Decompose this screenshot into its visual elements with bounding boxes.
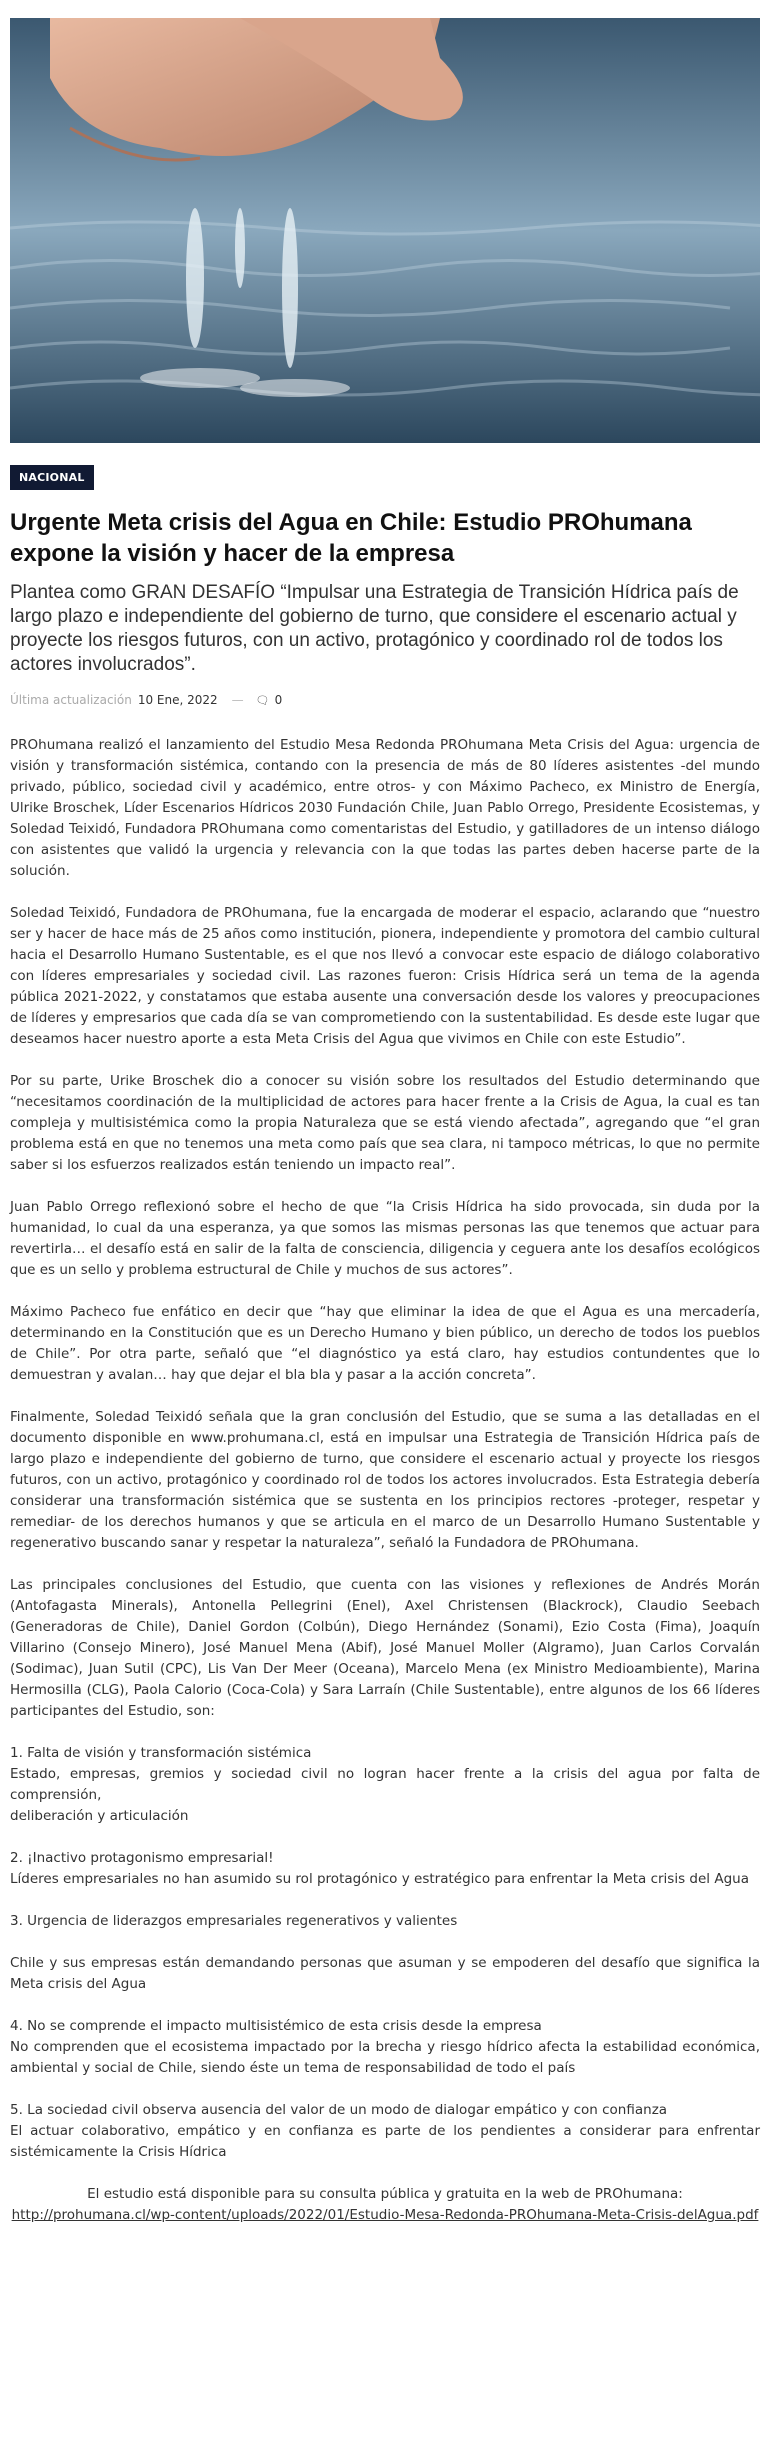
closing-link-wrap [10, 2205, 760, 2226]
comment-count[interactable]: 0 [274, 693, 283, 707]
comment-icon[interactable]: 🗨 [255, 693, 270, 707]
conclusion-1 [10, 1743, 760, 1827]
conclusion-text: Líderes empresariales no han asumido su rol protagónico y estratégico para enfrentar la Meta crisis del Agua [10, 1871, 749, 1887]
article-title: Urgente Meta crisis del Agua en Chile: Estudio PROhumana expone la visión y hacer de la empresa [10, 509, 692, 567]
article-subtitle: Plantea como GRAN DESAFÍO “Impulsar una Estrategia de Transición Hídrica país de largo plazo e independiente del gobierno de turno, que considere el escenario actual y proyecte los riesgos futuros, con un activo, protagónico y coordinado rol de todos los actores involucrados”. [10, 582, 739, 675]
paragraph: PROhumana realizó el lanzamiento del Estudio Mesa Redonda PROhumana Meta Crisis del Agua: urgencia de visión y transformación sistémica, contando con la presencia de más de 80 líderes asistentes -del mundo privado, público, sociedad civil y académico, entre otros- y con Máximo Pacheco, ex Ministro de Energía, Ulrike Broschek, Líder Escenarios Hídricos 2030 Fundación Chile, Juan Pablo Orrego, Presidente Ecosistemas, y Soledad Teixidó, Fundadora PROhumana como comentaristas del Estudio, y gatilladores de un intenso diálogo con asistentes que validó la urgencia y relevancia con la que todas las partes deben hacerse parte de la solución. [10, 737, 760, 879]
study-pdf-link[interactable]: http://prohumana.cl/wp-content/uploads/2022/01/Estudio-Mesa-Redonda-PROhumana-Meta-Crisis-delAgua.pdf [11, 2207, 759, 2223]
meta-separator: — [231, 693, 244, 707]
article-body [10, 735, 760, 2226]
conclusion-5 [10, 2100, 760, 2163]
hero-image [10, 18, 760, 443]
conclusion-title: 4. No se comprende el impacto multisistémico de esta crisis desde la empresa [10, 2018, 542, 2034]
conclusion-2 [10, 1848, 760, 1890]
conclusion-3 [10, 1911, 760, 1932]
conclusion-4 [10, 2016, 760, 2079]
conclusion-title: 2. ¡Inactivo protagonismo empresarial! [10, 1850, 274, 1866]
hands-water-illustration [10, 18, 760, 443]
paragraph: Por su parte, Urike Broschek dio a conocer su visión sobre los resultados del Estudio determinando que “necesitamos coordinación de la multiplicidad de actores para hacer frente a la Crisis de Agua, la cual es tan compleja y multisistémica como la propia Naturaleza que se está viendo afectada”, agregando que “el gran problema está en que no tenemos una meta como país que sea clara, ni tampoco métricas, lo que no permite saber si los esfuerzos realizados están teniendo un impacto real”. [10, 1073, 760, 1173]
closing-text: El estudio está disponible para su consulta pública y gratuita en la web de PROhumana: [87, 2186, 683, 2202]
conclusion-text: El actuar colaborativo, empático y en confianza es parte de los pendientes a considerar para enfrentar sistémicamente la Crisis Hídrica [10, 2123, 760, 2160]
paragraph: Soledad Teixidó, Fundadora de PROhumana, fue la encargada de moderar el espacio, aclarando que “nuestro ser y hacer de hace más de 25 años como institución, pionera, independiente y promotora del cambio cultural hacia el Desarrollo Humano Sustentable, es el que nos llevó a convocar este espacio de diálogo colaborativo con líderes empresariales y sociedad civil. Las razones fueron: Crisis Hídrica será un tema de la agenda pública 2021-2022, y constatamos que estaba ausente una conversación desde los valores y preocupaciones de líderes y empresarios que cada día se van comprometiendo con la sustentabilidad. Es desde este lugar que deseamos hacer nuestro aporte a esta Meta Crisis del Agua que vivimos en Chile con este Estudio”. [10, 905, 760, 1047]
category-badge[interactable]: NACIONAL [10, 465, 94, 490]
article-meta [10, 693, 760, 707]
paragraph: Juan Pablo Orrego reflexionó sobre el hecho de que “la Crisis Hídrica ha sido provocada, sin duda por la humanidad, lo cual da una esperanza, ya que somos las mismas personas las que tenemos que actuar para revertirla… el desafío está en salir de la falta de consciencia, diligencia y ceguera ante los desafíos ecológicos que es un sello y problema estructural de Chile y muchos de sus actores”. [10, 1199, 760, 1278]
paragraph: Finalmente, Soledad Teixidó señala que la gran conclusión del Estudio, que se suma a las detalladas en el documento disponible en www.prohumana.cl, está en impulsar una Estrategia de Transición Hídrica país de largo plazo e independiente del gobierno de turno, que considere el escenario actual y proyecte los riesgos futuros, con un activo, protagónico y coordinado rol de todos los actores involucrados. Esta Estrategia debería considerar una transformación sistémica que se sustenta en los principios rectores -proteger, respetar y remediar- de los derechos humanos y que se articula en el marco de un Desarrollo Humano Sustentable y regenerativo buscando sanar y respetar la naturaleza”, señaló la Fundadora de PROhumana. [10, 1409, 760, 1551]
publish-date: 10 Ene, 2022 [137, 693, 218, 707]
conclusion-text: No comprenden que el ecosistema impactado por la brecha y riesgo hídrico afecta la estabilidad económica, ambiental y social de Chile, siendo éste un tema de responsabilidad de todo el país [10, 2039, 760, 2076]
paragraph: Las principales conclusiones del Estudio, que cuenta con las visiones y reflexiones de Andrés Morán (Antofagasta Minerals), Antonella Pellegrini (Enel), Axel Christensen (Blackrock), Claudio Seebach (Generadoras de Chile), Daniel Gordon (Colbún), Diego Hernández (Sonami), Ezio Costa (Fima), Joaquín Villarino (Consejo Minero), José Manuel Mena (Abif), José Manuel Moller (Algramo), Juan Carlos Corvalán (Sodimac), Juan Sutil (CPC), Lis Van Der Meer (Oceana), Marcelo Mena (ex Ministro Medioambiente), Marina Hermosilla (CLG), Paola Calorio (Coca-Cola) y Sara Larraín (Chile Sustentable), entre algunos de los 66 líderes participantes del Estudio, son: [10, 1577, 760, 1719]
conclusion-title: 5. La sociedad civil observa ausencia del valor de un modo de dialogar empático y con confianza [10, 2102, 668, 2118]
conclusion-text: deliberación y articulación [10, 1808, 189, 1824]
updated-label: Última actualización [10, 693, 132, 707]
paragraph: Máximo Pacheco fue enfático en decir que “hay que eliminar la idea de que el Agua es una mercadería, determinando en la Constitución que es un Derecho Humano y bien público, un derecho de todos los pueblos de Chile”. Por otra parte, señaló que “el diagnóstico ya está claro, hay estudios contundentes que lo demuestran y avalan… hay que dejar el bla bla y pasar a la acción concreta”. [10, 1304, 760, 1383]
conclusion-title: 3. Urgencia de liderazgos empresariales regenerativos y valientes [10, 1913, 458, 1929]
conclusion-title: 1. Falta de visión y transformación sistémica [10, 1745, 312, 1761]
conclusion-text: Chile y sus empresas están demandando personas que asuman y se empoderen del desafío que significa la Meta crisis del Agua [10, 1955, 760, 1992]
conclusion-text: Estado, empresas, gremios y sociedad civil no logran hacer frente a la crisis del agua por falta de comprensión, [10, 1766, 760, 1803]
